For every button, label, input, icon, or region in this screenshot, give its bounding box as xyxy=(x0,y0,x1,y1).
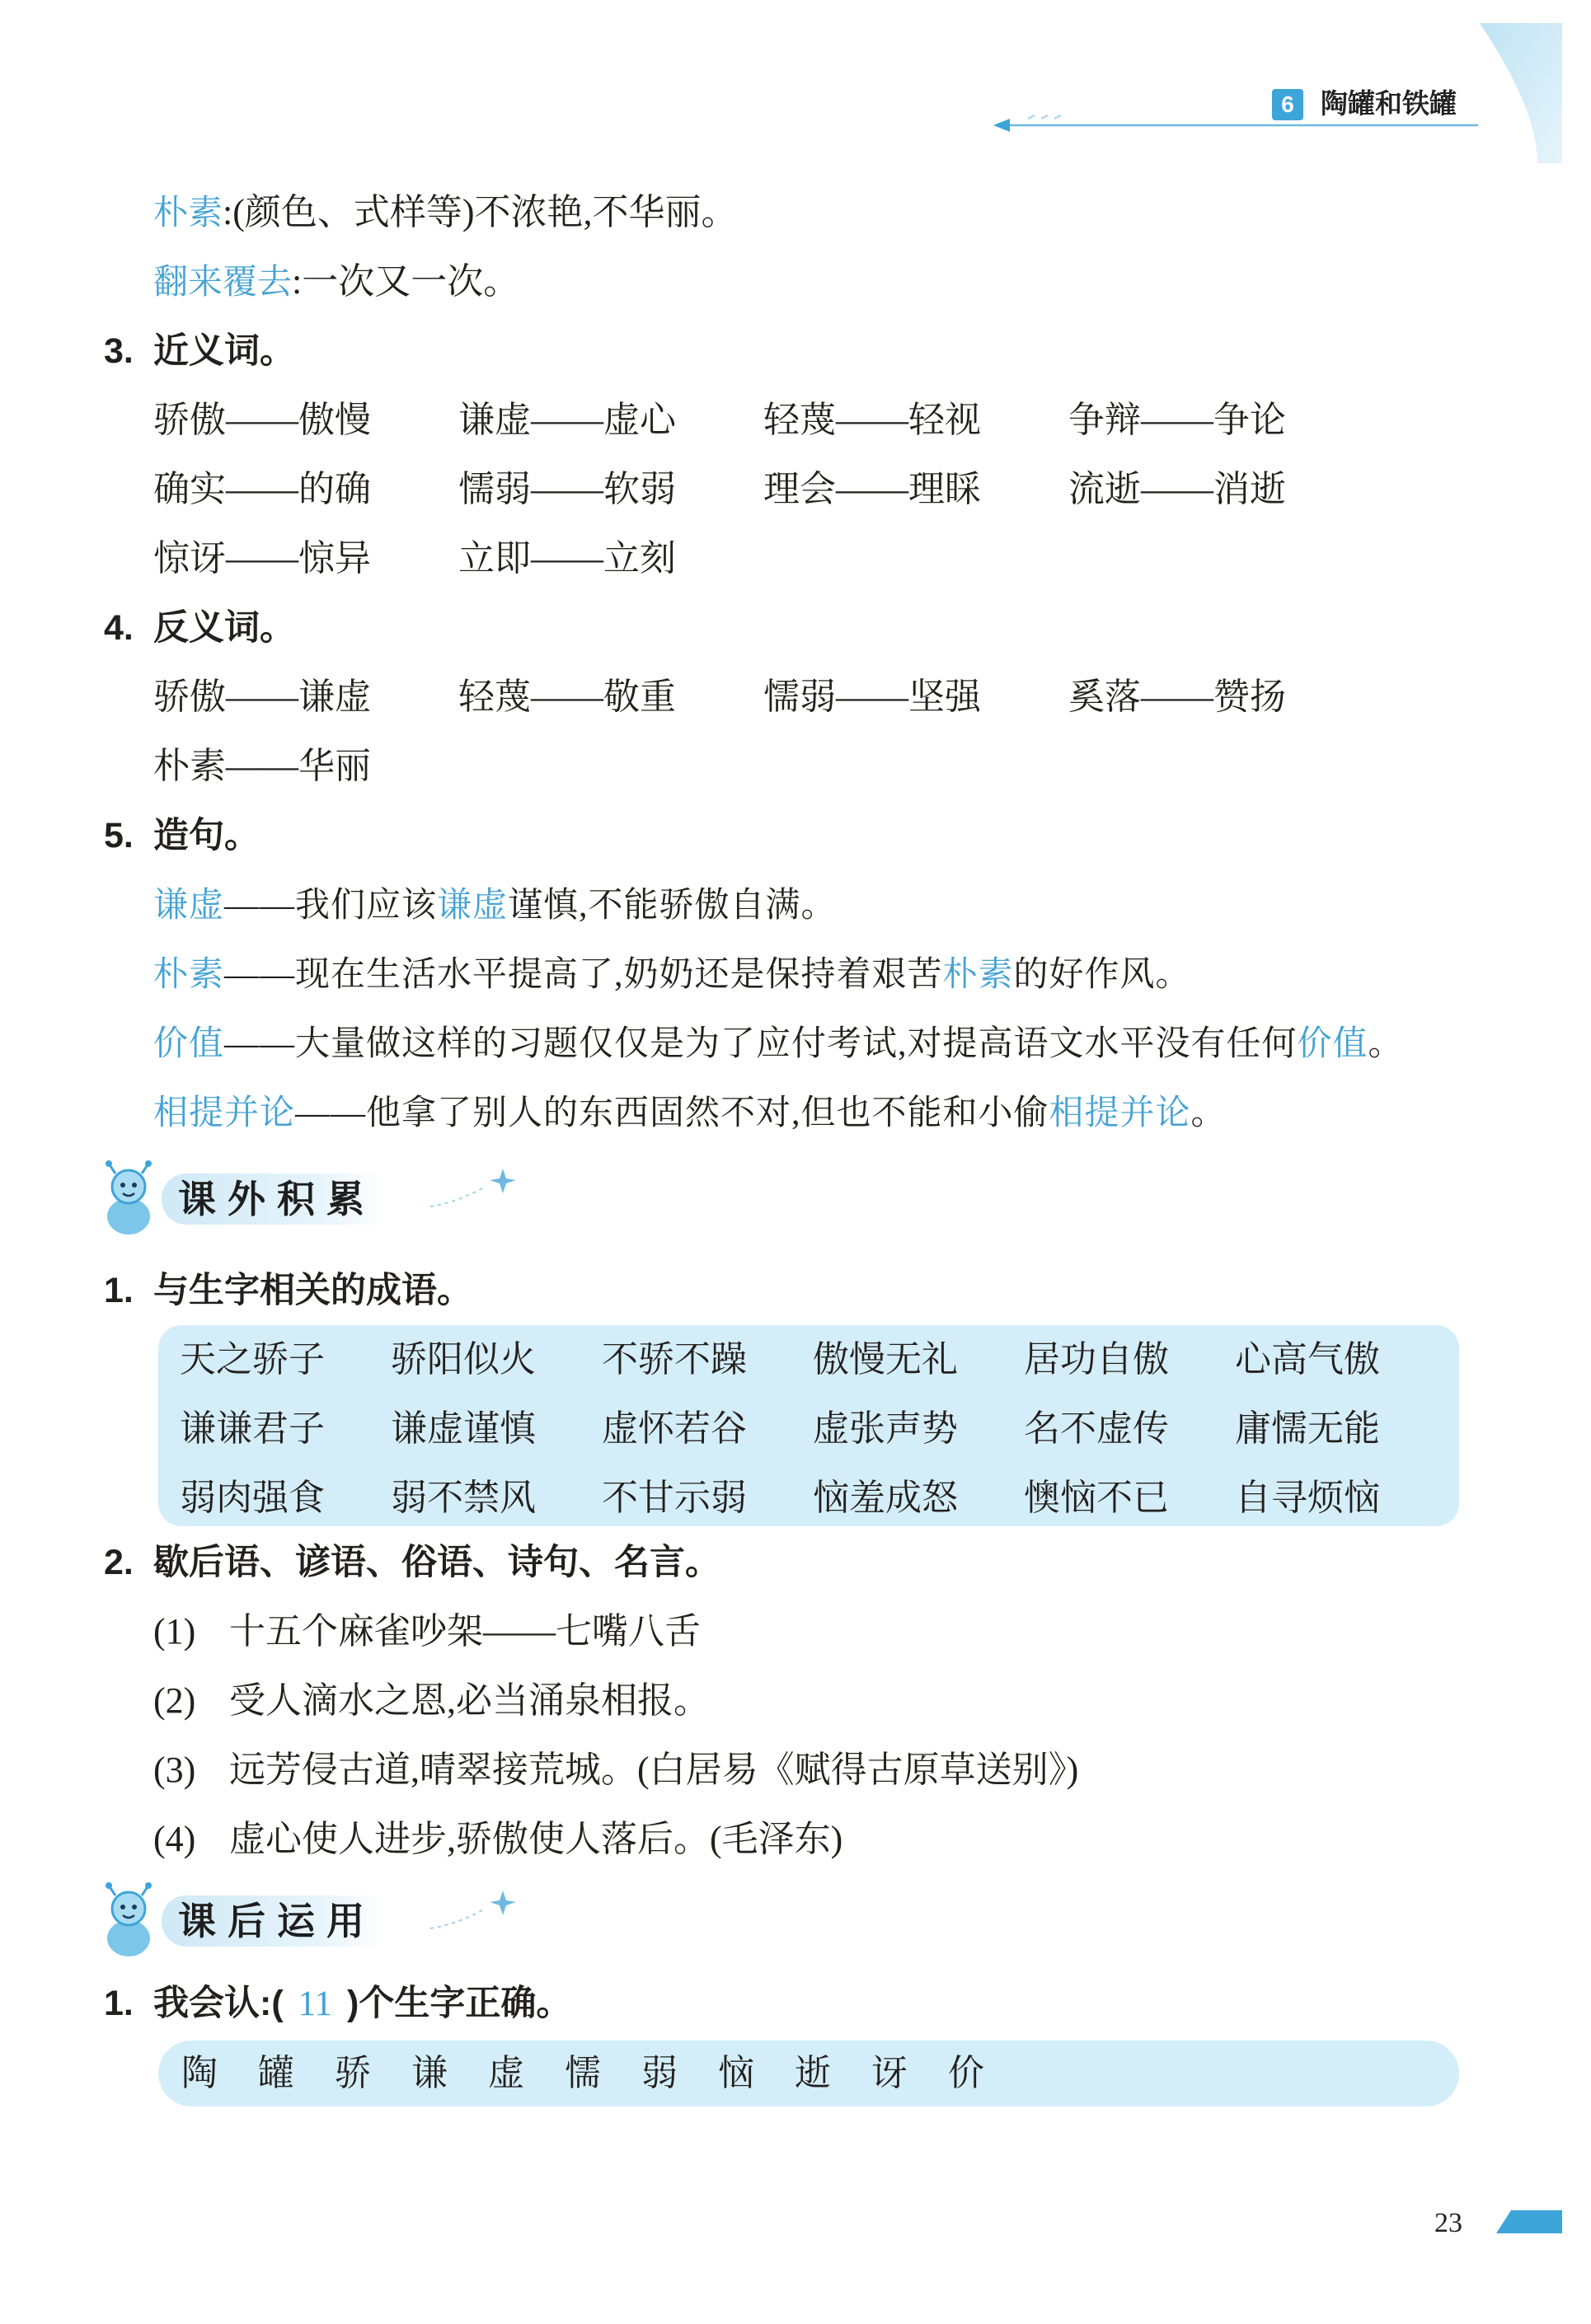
page-edge-tab-icon xyxy=(1496,2210,1562,2233)
character: 恼 xyxy=(718,2053,754,2093)
pair-word-b: 傲慢 xyxy=(298,400,371,440)
page-number: 23 xyxy=(1434,2208,1462,2238)
synonym-pair xyxy=(153,386,371,455)
antonym-pair xyxy=(153,663,371,732)
question-number: 4. xyxy=(104,608,134,648)
pair-dash: —— xyxy=(531,538,603,579)
pair-word-a: 骄傲 xyxy=(153,400,226,440)
pair-word-b: 轻视 xyxy=(908,400,981,440)
pair-word-a: 争辩 xyxy=(1068,400,1141,440)
synonym-pair xyxy=(458,524,676,593)
heading-text: 造句。 xyxy=(153,816,260,855)
pair-word-a: 懦弱 xyxy=(763,677,836,717)
character: 谦 xyxy=(411,2053,448,2093)
heading-text: 反义词。 xyxy=(153,608,295,648)
pair-word-a: 轻蔑 xyxy=(458,677,531,717)
pair-dash: —— xyxy=(531,677,603,717)
pair-word-b: 赞扬 xyxy=(1213,677,1286,717)
synonym-row xyxy=(0,524,1352,593)
heading-text: 歇后语、谚语、俗语、诗句、名言。 xyxy=(153,1543,720,1582)
synonym-pair xyxy=(763,386,981,455)
saying-item xyxy=(153,1666,1505,1736)
sentence-segment: 谨慎,不能骄傲自满。 xyxy=(508,887,837,925)
idiom-cell: 恼羞成怒 xyxy=(813,1478,958,1518)
sayings-heading xyxy=(104,1528,720,1597)
pair-word-b: 软弱 xyxy=(603,469,676,509)
saying-text: 远芳侵古道,晴翠接荒城。(白居易《赋得古原草送别》) xyxy=(229,1750,1079,1790)
idiom-cell: 懊恼不已 xyxy=(1024,1478,1169,1518)
saying-text: 虚心使人进步,骄傲使人落后。(毛泽东) xyxy=(229,1819,843,1859)
antonym-row xyxy=(0,663,1352,732)
definition-item xyxy=(153,178,738,247)
pair-word-b: 虚心 xyxy=(603,400,676,440)
corner-tab-icon xyxy=(1480,23,1562,163)
question-number: 3. xyxy=(104,331,134,371)
pair-dash: —— xyxy=(226,400,298,440)
highlighted-word: 价值 xyxy=(153,1024,225,1062)
pair-word-a: 朴素 xyxy=(153,746,226,786)
heading-text: 近义词。 xyxy=(153,331,295,371)
saying-label: (3) xyxy=(153,1750,196,1790)
idiom-row xyxy=(158,1394,1459,1464)
idiom-cell: 心高气傲 xyxy=(1235,1339,1380,1380)
recognize-count: 11 xyxy=(298,1984,333,2023)
definition-text: :(颜色、式样等)不浓艳,不华丽。 xyxy=(223,192,738,232)
section-banner-after xyxy=(97,1877,526,1968)
definition-term: 朴素 xyxy=(153,193,223,232)
sentence-segment: 。 xyxy=(1190,1094,1227,1132)
idiom-cell: 居功自傲 xyxy=(1024,1339,1169,1380)
saying-item xyxy=(153,1597,1505,1666)
example-sentence xyxy=(153,939,1505,1009)
idiom-cell: 虚张声势 xyxy=(813,1408,958,1449)
sentence-heading xyxy=(104,801,260,870)
idioms-heading xyxy=(104,1256,472,1325)
idiom-cell: 庸懦无能 xyxy=(1235,1408,1380,1449)
highlighted-word: 相提并论 xyxy=(153,1093,296,1132)
chapter-title: 陶罐和铁罐 xyxy=(1321,88,1457,119)
character: 弱 xyxy=(641,2053,678,2093)
pair-word-b: 敬重 xyxy=(603,677,676,717)
highlighted-word: 谦虚 xyxy=(437,885,509,924)
idiom-cell: 虚怀若谷 xyxy=(602,1408,747,1449)
synonym-pair xyxy=(1068,386,1286,455)
sentence-segment: 。 xyxy=(1368,1025,1404,1063)
synonym-pair xyxy=(458,455,676,524)
character: 讶 xyxy=(871,2053,908,2093)
character: 逝 xyxy=(795,2053,831,2093)
idiom-cell: 名不虚传 xyxy=(1024,1408,1169,1449)
definition-text: :一次又一次。 xyxy=(292,261,520,302)
saying-item xyxy=(153,1736,1505,1805)
synonyms-heading xyxy=(104,316,295,386)
pair-dash: —— xyxy=(226,538,298,579)
pair-dash: —— xyxy=(1141,469,1213,509)
pair-dash: —— xyxy=(226,469,298,509)
recognize-prefix: 我会认:( xyxy=(153,1984,284,2023)
example-sentence xyxy=(153,1078,1505,1147)
synonym-pair xyxy=(1068,455,1286,524)
cartoon-mascot-icon xyxy=(97,1881,160,1960)
synonym-pair xyxy=(153,455,371,524)
pair-word-a: 奚落 xyxy=(1068,677,1141,717)
idiom-row xyxy=(158,1325,1459,1394)
idiom-cell: 骄阳似火 xyxy=(391,1339,536,1380)
pair-word-b: 惊异 xyxy=(298,538,371,579)
pair-word-b: 华丽 xyxy=(298,746,371,786)
idiom-row xyxy=(158,1464,1459,1533)
character: 罐 xyxy=(258,2053,294,2093)
pair-dash: —— xyxy=(836,400,908,440)
pair-word-b: 坚强 xyxy=(908,677,981,717)
chapter-number-badge: 6 xyxy=(1272,89,1303,120)
pair-word-a: 惊讶 xyxy=(153,538,226,579)
cartoon-mascot-icon xyxy=(97,1159,160,1238)
highlighted-word: 朴素 xyxy=(153,954,225,993)
saying-text: 受人滴水之恩,必当涌泉相报。 xyxy=(229,1680,710,1721)
idiom-cell: 谦谦君子 xyxy=(180,1408,325,1449)
definition-term: 翻来覆去 xyxy=(153,262,293,301)
saying-label: (1) xyxy=(153,1611,196,1652)
highlighted-word: 谦虚 xyxy=(153,885,225,924)
pair-word-a: 轻蔑 xyxy=(763,400,836,440)
pair-word-a: 理会 xyxy=(763,469,836,509)
heading-text: 与生字相关的成语。 xyxy=(153,1271,472,1310)
pair-word-b: 谦虚 xyxy=(298,677,371,717)
pair-dash: —— xyxy=(1141,677,1213,717)
antonyms-heading xyxy=(104,593,295,663)
pair-dash: —— xyxy=(836,677,908,717)
pair-word-a: 骄傲 xyxy=(153,677,226,717)
idiom-cell: 傲慢无礼 xyxy=(813,1339,958,1380)
sentence-segment: 的好作风。 xyxy=(1013,956,1191,994)
pair-word-a: 谦虚 xyxy=(458,400,531,440)
definition-item xyxy=(153,247,519,316)
highlighted-word: 价值 xyxy=(1297,1024,1368,1062)
antonym-row xyxy=(0,732,1352,801)
idiom-cell: 弱肉强食 xyxy=(180,1478,325,1518)
antonym-pair xyxy=(763,663,981,732)
idiom-cell: 自寻烦恼 xyxy=(1235,1478,1380,1518)
pair-word-b: 理睬 xyxy=(908,469,981,509)
synonym-row xyxy=(0,386,1352,455)
character: 骄 xyxy=(335,2053,371,2093)
pair-word-b: 争论 xyxy=(1213,400,1286,440)
recognize-suffix: )个生字正确。 xyxy=(347,1984,572,2023)
character: 陶 xyxy=(181,2053,218,2093)
pair-word-a: 确实 xyxy=(153,469,226,509)
synonym-pair xyxy=(153,524,371,593)
idiom-panel xyxy=(158,1325,1459,1526)
pair-dash: —— xyxy=(1141,400,1213,440)
character: 虚 xyxy=(488,2053,524,2093)
character-strip xyxy=(158,2041,1459,2106)
saying-label: (2) xyxy=(153,1680,196,1721)
example-sentence xyxy=(153,1009,1505,1078)
pair-word-b: 的确 xyxy=(298,469,371,509)
antonym-pair xyxy=(458,663,676,732)
antonym-pair xyxy=(153,732,371,801)
pair-word-b: 立刻 xyxy=(603,538,676,579)
highlighted-word: 相提并论 xyxy=(1049,1093,1191,1132)
pair-word-a: 懦弱 xyxy=(458,469,531,509)
pair-word-a: 流逝 xyxy=(1068,469,1141,509)
pair-dash: —— xyxy=(226,677,298,717)
idiom-cell: 谦虚谨慎 xyxy=(391,1408,536,1449)
saying-label: (4) xyxy=(153,1819,196,1859)
recognize-heading xyxy=(104,1969,571,2038)
sentence-segment: ——他拿了别人的东西固然不对,但也不能和小偷 xyxy=(295,1094,1049,1132)
pair-word-a: 立即 xyxy=(458,538,531,579)
synonym-pair xyxy=(763,455,981,524)
antonym-pair xyxy=(1068,663,1286,732)
pair-dash: —— xyxy=(226,746,298,786)
pair-dash: —— xyxy=(531,469,603,509)
character: 价 xyxy=(948,2053,984,2093)
arrow-left-icon xyxy=(993,110,1480,135)
sentence-segment: ——大量做这样的习题仅仅是为了应付考试,对提高语文水平没有任何 xyxy=(224,1025,1298,1063)
question-number: 1. xyxy=(104,1984,134,2023)
character: 懦 xyxy=(565,2053,601,2093)
sentence-segment: ——我们应该 xyxy=(224,887,438,925)
synonym-pair xyxy=(458,386,676,455)
highlighted-word: 朴素 xyxy=(942,954,1014,993)
example-sentence xyxy=(153,870,1505,939)
pair-word-b: 消逝 xyxy=(1213,469,1286,509)
saying-text: 十五个麻雀吵架——七嘴八舌 xyxy=(229,1611,701,1652)
synonym-row xyxy=(0,455,1352,524)
idiom-cell: 弱不禁风 xyxy=(391,1478,536,1518)
idiom-cell: 天之骄子 xyxy=(180,1339,325,1380)
section-title: 课后运用 xyxy=(162,1895,387,1947)
question-number: 5. xyxy=(104,816,134,855)
sentence-segment: ——现在生活水平提高了,奶奶还是保持着艰苦 xyxy=(224,956,943,994)
question-number: 2. xyxy=(104,1543,134,1582)
sparkle-icon xyxy=(427,1164,526,1213)
pair-dash: —— xyxy=(836,469,908,509)
sparkle-icon xyxy=(427,1886,526,1935)
idiom-cell: 不骄不躁 xyxy=(602,1339,747,1380)
saying-item xyxy=(153,1805,1505,1874)
section-banner-extra xyxy=(97,1155,526,1246)
section-title: 课外积累 xyxy=(162,1174,387,1225)
idiom-cell: 不甘示弱 xyxy=(602,1478,747,1518)
question-number: 1. xyxy=(104,1271,134,1310)
pair-dash: —— xyxy=(531,400,603,440)
